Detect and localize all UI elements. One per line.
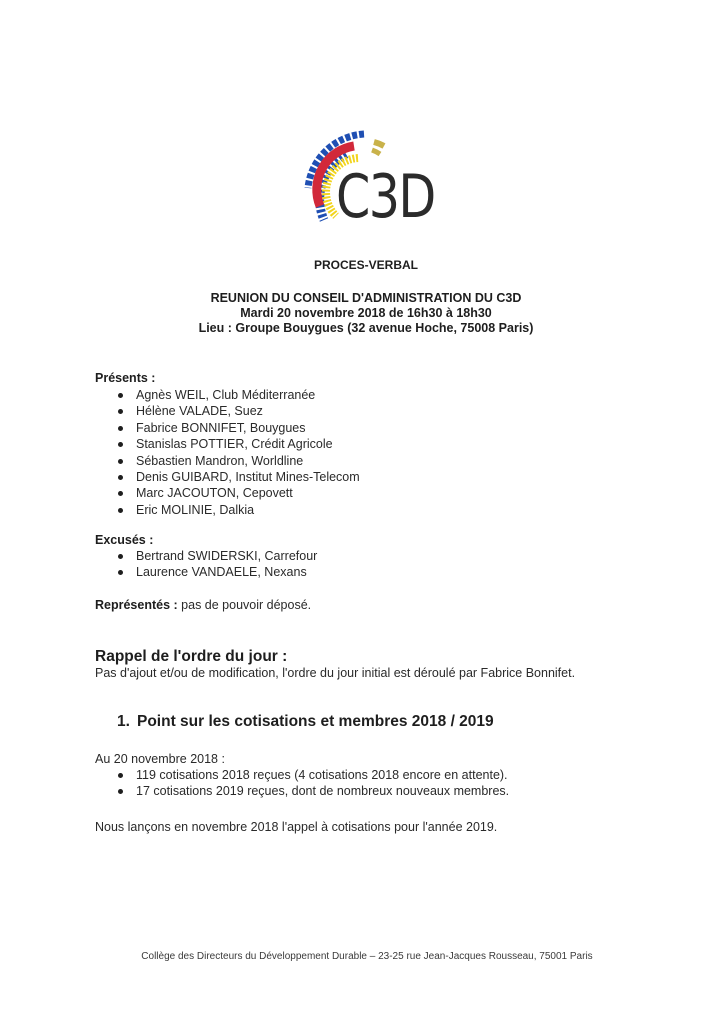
logo-wordmark: C3D [336,162,435,232]
list-item: Stanislas POTTIER, Crédit Agricole [95,436,360,452]
section-intro: Au 20 novembre 2018 : [95,752,225,766]
list-item: Fabrice BONNIFET, Bouygues [95,420,360,436]
represented-text: pas de pouvoir déposé. [177,598,312,612]
section-number: 1. [117,713,130,730]
meeting-title: REUNION DU CONSEIL D'ADMINISTRATION DU C3D [210,291,522,305]
list-item: Eric MOLINIE, Dalkia [95,502,360,518]
agenda-heading: Rappel de l'ordre du jour : [95,648,288,665]
list-item: Hélène VALADE, Suez [95,403,360,419]
agenda-text: Pas d'ajout et/ou de modification, l'ordre du jour initial est déroulé par Fabrice Bonnifet. [95,666,576,680]
list-item: Denis GUIBARD, Institut Mines-Telecom [95,469,360,485]
meeting-date: Mardi 20 novembre 2018 de 16h30 à 18h30 [240,306,492,320]
list-item: Marc JACOUTON, Cepovett [95,485,360,501]
doc-type-title: PROCES-VERBAL [313,258,418,272]
present-label: Présents : [95,371,156,385]
section-title: Point sur les cotisations et membres 2018 / 2019 [137,713,494,730]
represented-label: Représentés : [95,598,178,612]
excused-list [95,548,317,581]
section-outro: Nous lançons en novembre 2018 l'appel à cotisations pour l'année 2019. [95,820,498,834]
list-item: Sébastien Mandron, Worldline [95,453,360,469]
represented-line [95,597,311,613]
list-item: 17 cotisations 2019 reçues, dont de nombreux nouveaux membres. [95,783,509,799]
page-footer: Collège des Directeurs du Développement Durable – 23-25 rue Jean-Jacques Rousseau, 75001 Paris [141,951,593,962]
meeting-location: Lieu : Groupe Bouygues (32 avenue Hoche, 75008 Paris) [198,321,534,335]
section-heading [117,712,494,732]
list-item: Agnès WEIL, Club Méditerranée [95,387,360,403]
cotisations-list [95,767,509,800]
present-list [95,387,360,518]
excused-label: Excusés : [95,533,154,547]
list-item: 119 cotisations 2018 reçues (4 cotisations 2018 encore en attente). [95,767,509,783]
list-item: Laurence VANDAELE, Nexans [95,564,317,580]
list-item: Bertrand SWIDERSKI, Carrefour [95,548,317,564]
